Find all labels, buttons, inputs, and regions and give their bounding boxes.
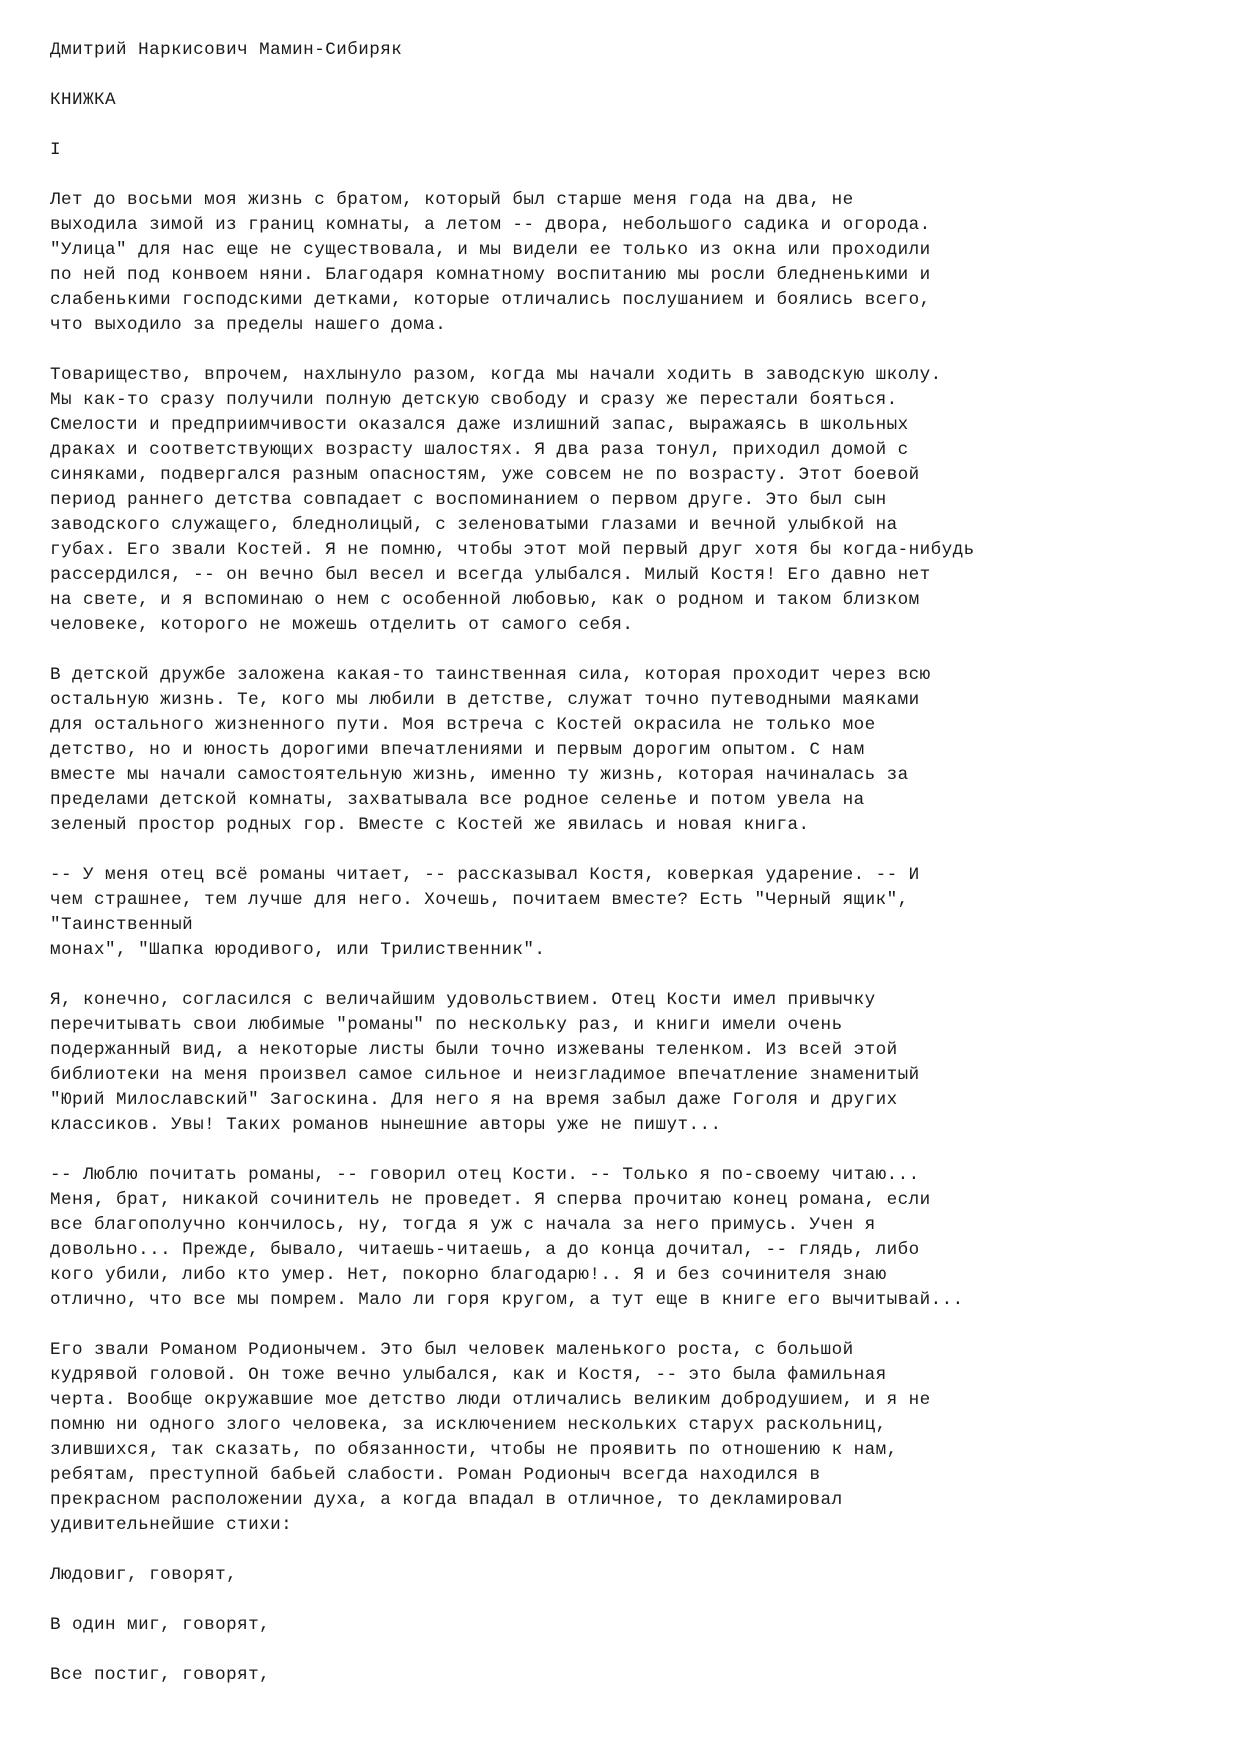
text-line: Товарищество, впрочем, нахлынуло разом, когда мы начали ходить в заводскую школу. xyxy=(50,365,942,385)
paragraph xyxy=(50,1163,1220,1313)
text-line: для остального жизненного пути. Моя встреча с Костей окрасила не только мое xyxy=(50,715,876,735)
text-line: ребятам, преступной бабьей слабости. Роман Родионыч всегда находился в xyxy=(50,1465,821,1485)
text-line: пределами детской комнаты, захватывала все родное селенье и потом увела на xyxy=(50,790,865,810)
blank-line xyxy=(50,838,1220,863)
book-title: КНИЖКА xyxy=(50,90,117,110)
text-line: слабенькими господскими детками, которые отличались послушанием и боялись всего, xyxy=(50,290,931,310)
text-line: что выходило за пределы нашего дома. xyxy=(50,315,447,335)
paragraph xyxy=(50,663,1220,838)
text-line: отлично, что все мы помрем. Мало ли горя кругом, а тут еще в книге его вычитывай... xyxy=(50,1290,964,1310)
text-line: Смелости и предприимчивости оказался даже излишний запас, выражаясь в школьных xyxy=(50,415,909,435)
text-line: -- У меня отец всё романы читает, -- рассказывал Костя, коверкая ударение. -- И xyxy=(50,865,920,885)
blank-line xyxy=(50,1538,1220,1563)
text-line: по ней под конвоем няни. Благодаря комнатному воспитанию мы росли бледненькими и xyxy=(50,265,931,285)
document-page xyxy=(50,38,1220,1688)
text-line: заводского служащего, бледнолицый, с зеленоватыми глазами и вечной улыбкой на xyxy=(50,515,898,535)
text-line: "Таинственный xyxy=(50,915,194,935)
text-line: -- Люблю почитать романы, -- говорил отец Кости. -- Только я по-своему читаю... xyxy=(50,1165,920,1185)
text-line: Людовиг, говорят, xyxy=(50,1565,238,1585)
text-line: кудрявой головой. Он тоже вечно улыбался, как и Костя, -- это была фамильная xyxy=(50,1365,887,1385)
paragraph xyxy=(50,863,1220,963)
paragraph xyxy=(50,363,1220,638)
text-line: Его звали Романом Родионычем. Это был человек маленького роста, с большой xyxy=(50,1340,854,1360)
text-line: губах. Его звали Костей. Я не помню, чтобы этот мой первый друг хотя бы когда-нибудь xyxy=(50,540,975,560)
text-line: злившихся, так сказать, по обязанности, чтобы не проявить по отношению к нам, xyxy=(50,1440,898,1460)
blank-line xyxy=(50,113,1220,138)
text-line: В детской дружбе заложена какая-то таинственная сила, которая проходит через всю xyxy=(50,665,931,685)
text-line: монах", "Шапка юродивого, или Трилиственник". xyxy=(50,940,546,960)
text-line: выходила зимой из границ комнаты, а летом -- двора, небольшого садика и огорода. xyxy=(50,215,931,235)
blank-line xyxy=(50,163,1220,188)
text-line: черта. Вообще окружавшие мое детство люди отличались великим добродушием, и я не xyxy=(50,1390,931,1410)
blank-line xyxy=(50,963,1220,988)
blank-line xyxy=(50,638,1220,663)
text-line: удивительнейшие стихи: xyxy=(50,1515,293,1535)
paragraph xyxy=(50,988,1220,1138)
text-line: человеке, которого не можешь отделить от самого себя. xyxy=(50,615,634,635)
text-line: Лет до восьми моя жизнь с братом, который был старше меня года на два, не xyxy=(50,190,854,210)
text-line: чем страшнее, тем лучше для него. Хочешь, почитаем вместе? Есть "Черный ящик", xyxy=(50,890,909,910)
paragraph xyxy=(50,1663,1220,1688)
text-line: вместе мы начали самостоятельную жизнь, именно ту жизнь, которая начиналась за xyxy=(50,765,909,785)
text-line: драках и соответствующих возрасту шалостях. Я два раза тонул, приходил домой с xyxy=(50,440,909,460)
text-line: кого убили, либо кто умер. Нет, покорно благодарю!.. Я и без сочинителя знаю xyxy=(50,1265,887,1285)
text-line: зеленый простор родных гор. Вместе с Костей же явилась и новая книга. xyxy=(50,815,810,835)
text-line: Меня, брат, никакой сочинитель не проведет. Я сперва прочитаю конец романа, если xyxy=(50,1190,931,1210)
author-line: Дмитрий Наркисович Мамин-Сибиряк xyxy=(50,40,403,60)
text-line: библиотеки на меня произвел самое сильное и неизгладимое впечатление знаменитый xyxy=(50,1065,920,1085)
text-line: Я, конечно, согласился с величайшим удовольствием. Отец Кости имел привычку xyxy=(50,990,876,1010)
text-line: довольно... Прежде, бывало, читаешь-читаешь, а до конца дочитал, -- глядь, либо xyxy=(50,1240,920,1260)
text-line: период раннего детства совпадает с воспоминанием о первом друге. Это был сын xyxy=(50,490,887,510)
text-line: все благополучно кончилось, ну, тогда я уж с начала за него примусь. Учен я xyxy=(50,1215,876,1235)
text-line: на свете, и я вспоминаю о нем с особенной любовью, как о родном и таком близком xyxy=(50,590,920,610)
text-line: В один миг, говорят, xyxy=(50,1615,271,1635)
blank-line xyxy=(50,338,1220,363)
paragraph xyxy=(50,1338,1220,1538)
text-line: прекрасном расположении духа, а когда впадал в отличное, то декламировал xyxy=(50,1490,843,1510)
chapter-number: I xyxy=(50,140,62,160)
paragraph xyxy=(50,1563,1220,1588)
paragraph xyxy=(50,188,1220,338)
text-line: "Юрий Милославский" Загоскина. Для него я на время забыл даже Гоголя и других xyxy=(50,1090,898,1110)
text-line: Все постиг, говорят, xyxy=(50,1665,271,1685)
blank-line xyxy=(50,1638,1220,1663)
text-line: перечитывать свои любимые "романы" по нескольку раз, и книги имели очень xyxy=(50,1015,843,1035)
text-line: подержанный вид, а некоторые листы были точно изжеваны теленком. Из всей этой xyxy=(50,1040,898,1060)
blank-line xyxy=(50,1588,1220,1613)
text-line: синяками, подвергался разным опасностям, уже совсем не по возрасту. Этот боевой xyxy=(50,465,920,485)
blank-line xyxy=(50,63,1220,88)
body-text xyxy=(50,188,1220,1688)
text-line: классиков. Увы! Таких романов нынешние авторы уже не пишут... xyxy=(50,1115,722,1135)
text-line: остальную жизнь. Те, кого мы любили в детстве, служат точно путеводными маяками xyxy=(50,690,920,710)
text-line: Мы как-то сразу получили полную детскую свободу и сразу же перестали бояться. xyxy=(50,390,898,410)
blank-line xyxy=(50,1138,1220,1163)
text-line: рассердился, -- он вечно был весел и всегда улыбался. Милый Костя! Его давно нет xyxy=(50,565,931,585)
text-line: помню ни одного злого человека, за исключением нескольких старух раскольниц, xyxy=(50,1415,887,1435)
paragraph xyxy=(50,1613,1220,1638)
text-line: детство, но и юность дорогими впечатлениями и первым дорогим опытом. С нам xyxy=(50,740,865,760)
text-line: "Улица" для нас еще не существовала, и мы видели ее только из окна или проходили xyxy=(50,240,931,260)
blank-line xyxy=(50,1313,1220,1338)
